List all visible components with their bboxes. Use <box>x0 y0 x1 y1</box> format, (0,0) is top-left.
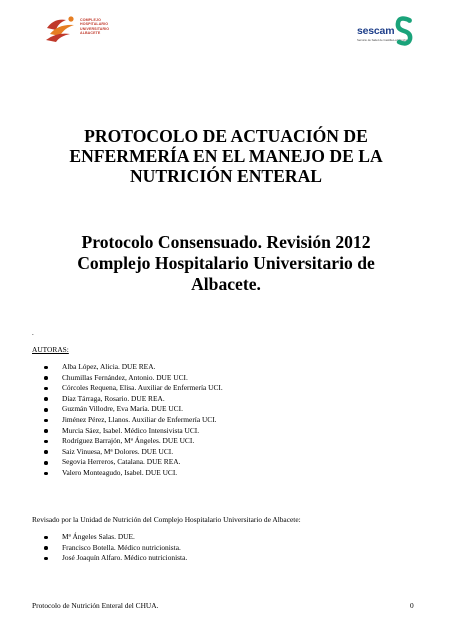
reviewers-list <box>44 532 187 564</box>
document-title: PROTOCOLO DE ACTUACIÓN DE ENFERMERÍA EN EL MANEJO DE LA NUTRICIÓN ENTERAL <box>69 126 383 186</box>
bullet-icon <box>44 397 48 401</box>
list-item: Córcoles Requena, Elisa. Auxiliar de Enfermería UCI. <box>44 383 223 394</box>
list-item: Valero Monteagudo, Isabel. DUE UCI. <box>44 468 223 479</box>
hospital-logo-icon <box>44 14 78 44</box>
list-item: Jiménez Pérez, Llanos. Auxiliar de Enfermería UCI. <box>44 415 223 426</box>
bullet-icon <box>44 557 48 561</box>
bullet-icon <box>44 408 48 412</box>
sescam-logo-text: sescam <box>357 25 395 37</box>
sescam-logo <box>357 16 413 48</box>
bullet-icon <box>44 546 48 550</box>
bullet-icon <box>44 387 48 391</box>
bullet-icon <box>44 366 48 370</box>
document-subtitle: Protocolo Consensuado. Revisión 2012 Complejo Hospitalario Universitario de Albacete. <box>77 232 375 294</box>
hospital-logo-text: COMPLEJO HOSPITALARIO UNIVERSITARIO ALBACETE <box>80 18 110 35</box>
bullet-icon <box>44 536 48 540</box>
list-item: Chumillas Fernández, Antonio. DUE UCI. <box>44 373 223 384</box>
hospital-logo <box>44 12 128 46</box>
list-item: Saiz Vinuesa, Mª Dolores. DUE UCI. <box>44 447 223 458</box>
bullet-icon <box>44 429 48 433</box>
bullet-icon <box>44 450 48 454</box>
footer-text: Protocolo de Nutrición Enteral del CHUA. <box>32 601 159 610</box>
list-item: Rodríguez Barrajón, Mª Ángeles. DUE UCI. <box>44 436 223 447</box>
list-item: Segovia Herreros, Catalana. DUE REA. <box>44 457 223 468</box>
authors-heading: AUTORAS: <box>32 345 69 354</box>
list-item: José Joaquín Alfaro. Médico nutricionista. <box>44 553 187 564</box>
list-item: Alba López, Alicia. DUE REA. <box>44 362 223 373</box>
list-item: Murcia Sáez, Isabel. Médico Intensivista UCI. <box>44 426 223 437</box>
bullet-icon <box>44 440 48 444</box>
authors-list <box>44 362 223 479</box>
list-item: Guzmán Villodre, Eva María. DUE UCI. <box>44 404 223 415</box>
bullet-icon <box>44 376 48 380</box>
list-item: Francisco Botella. Médico nutricionista. <box>44 543 187 554</box>
list-item: Díaz Tárraga, Rosario. DUE REA. <box>44 394 223 405</box>
list-item: Mª Ángeles Salas. DUE. <box>44 532 187 543</box>
bullet-icon <box>44 461 48 465</box>
page-number: 0 <box>410 601 414 610</box>
sescam-s-icon <box>395 16 413 46</box>
sescam-logo-subtext: Servicio de Salud de Castilla-La Mancha <box>357 38 408 42</box>
bullet-icon <box>44 472 48 476</box>
bullet-icon <box>44 419 48 423</box>
reviewed-by-text: Revisado por la Unidad de Nutrición del Complejo Hospitalario Universitario de Albacete: <box>32 515 301 524</box>
stray-dot: . <box>32 329 34 337</box>
